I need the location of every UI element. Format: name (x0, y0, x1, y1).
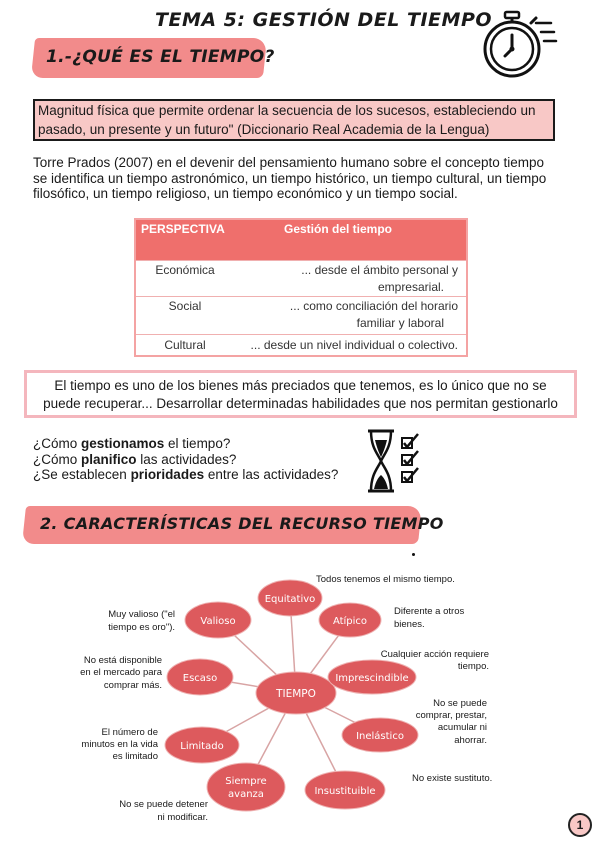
section2-heading: 2. CARACTERÍSTICAS DEL RECURSO TIEMPO (40, 514, 444, 533)
table-cell-gestion: ... desde el ámbito personal y empresarial. (236, 260, 468, 296)
diagram-node-label: avanza (228, 789, 264, 800)
table-header-perspectiva: PERSPECTIVA (134, 218, 236, 260)
stopwatch-icon (478, 10, 558, 82)
diagram-node-label: Escaso (182, 673, 218, 684)
diagram-note: ahorrar. (454, 735, 487, 746)
hourglass-checklist-icon (364, 428, 430, 494)
table-cell-perspectiva: Social (134, 296, 236, 334)
diagram-note: acumular ni (437, 722, 487, 733)
diagram-node-label: Atípico (332, 616, 368, 627)
question-item: ¿Cómo gestionamos el tiempo? (33, 436, 231, 451)
diagram-node-siempre-avanza (207, 763, 285, 811)
diagram-note: No existe sustituto. (412, 773, 493, 784)
diagram-note: El número de (101, 727, 158, 738)
diagram-node-label: Equitativo (264, 594, 316, 605)
characteristics-diagram (0, 560, 600, 830)
diagram-note: Muy valioso ("el (108, 609, 175, 620)
table-row (134, 334, 468, 356)
diagram-note: minutos en la vida (81, 739, 158, 750)
table-header-gestion: Gestión del tiempo (236, 218, 468, 260)
stray-dot (412, 553, 415, 556)
table-row (134, 296, 468, 334)
definition-box: Magnitud física que permite ordenar la secuencia de los sucesos, estableciendo un pasado, un presente y un futuro" (Diccionario Real Academia de la Lengua) (33, 99, 555, 141)
diagram-note: es limitado (112, 751, 158, 762)
diagram-note: comprar, prestar, (415, 710, 487, 721)
quote-line: puede recuperar... Desarrollar determinadas habilidades que nos permitan gestionarlo (43, 396, 558, 411)
table-row (134, 260, 468, 296)
quote-line: El tiempo es uno de los bienes más preciados que tenemos, es lo único que no se (54, 378, 547, 393)
diagram-note: Cualquier acción requiere (380, 649, 489, 660)
table-cell-gestion: ... como conciliación del horario familiar y laboral (236, 296, 468, 334)
diagram-node-label: Valioso (200, 616, 236, 627)
table-cell-gestion: ... desde un nivel individual o colectivo. (236, 334, 468, 356)
diagram-note: No se puede detener (119, 799, 208, 810)
diagram-note: tiempo es oro"). (108, 622, 175, 633)
question-item: ¿Se establecen prioridades entre las actividades? (33, 467, 339, 482)
diagram-node-label: Siempre (225, 776, 267, 787)
diagram-node-label: Limitado (180, 741, 224, 752)
page-number: 1 (568, 813, 592, 837)
table-cell-perspectiva: Económica (134, 260, 236, 296)
quote-box (24, 370, 577, 418)
perspective-table (134, 218, 468, 356)
diagram-node-label: Insustituible (314, 786, 376, 797)
diagram-note: comprar más. (103, 680, 162, 691)
diagram-note: Diferente a otros (394, 606, 465, 617)
diagram-note: en el mercado para (80, 667, 162, 678)
section1-heading: 1.-¿QUÉ ES EL TIEMPO? (46, 47, 275, 67)
diagram-node-label: Imprescindible (335, 673, 409, 684)
diagram-node-label: Inelástico (356, 731, 404, 742)
diagram-note: No se puede (433, 698, 487, 709)
intro-paragraph: Torre Prados (2007) en el devenir del pensamiento humano sobre el concepto tiempo se identifica un tiempo astronómico, un tiempo histórico, un tiempo cultural, un tiempo filosófico, un tiempo religioso, un tiempo económico y un tiempo social. (33, 155, 547, 201)
question-item: ¿Cómo planifico las actividades? (33, 451, 237, 467)
table-cell-perspectiva: Cultural (134, 334, 236, 356)
diagram-note: bienes. (394, 619, 425, 630)
diagram-note: Todos tenemos el mismo tiempo. (316, 574, 455, 585)
diagram-note: No está disponible (83, 655, 162, 666)
questions-list (33, 436, 338, 483)
diagram-note: ni modificar. (157, 812, 208, 823)
diagram-note: tiempo. (457, 661, 489, 672)
page-title: TEMA 5: GESTIÓN DEL TIEMPO (155, 9, 493, 31)
diagram-center-label: TIEMPO (276, 688, 316, 700)
